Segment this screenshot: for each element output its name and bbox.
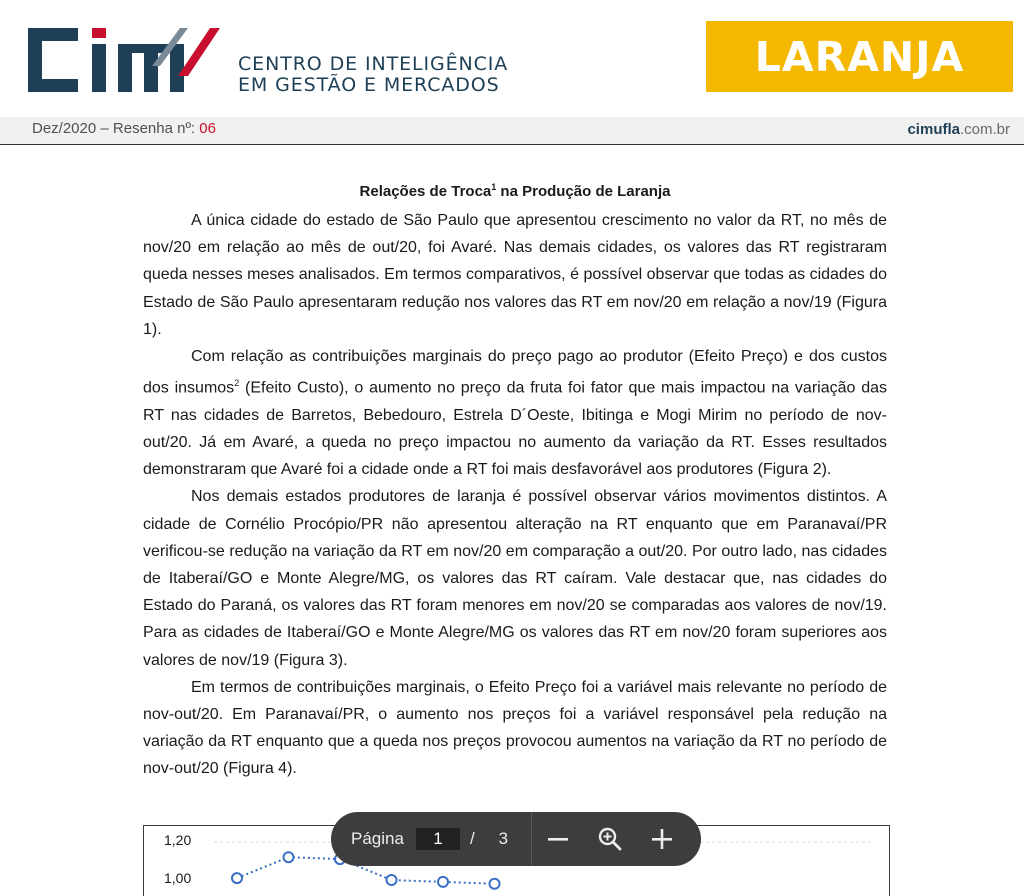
data-point bbox=[438, 877, 448, 887]
product-badge: LARANJA bbox=[706, 21, 1013, 92]
title-text-end: na Produção de Laranja bbox=[496, 183, 671, 200]
data-point bbox=[284, 852, 294, 862]
data-point bbox=[490, 879, 500, 889]
pdf-viewer-toolbar bbox=[331, 812, 701, 866]
y-tick-label: 1,00 bbox=[164, 870, 192, 886]
paragraph-1: A única cidade do estado de São Paulo que apresentou crescimento no valor da RT, no mês de nov/20 em relação ao mês de out/20, foi Avaré. Nas demais cidades, os valores das RT registraram queda nesses meses analisados. Em termos comparativos, é possível observar que todas as cidades do Estado de São Paulo apresentaram redução nos valores das RT em nov/20 em relação a nov/19 (Figura 1). bbox=[143, 212, 887, 338]
zoom-out-button[interactable] bbox=[532, 812, 584, 866]
zoom-in-button[interactable] bbox=[636, 812, 688, 866]
site-brand: cimufla bbox=[907, 121, 960, 138]
data-point bbox=[232, 873, 242, 883]
paragraph-2-start: Com relação as contribuições marginais do preço pago ao produtor (Efeito Preço) e dos custos dos insumos bbox=[143, 348, 887, 397]
paragraph-4: Em termos de contribuições marginais, o Efeito Preço foi a variável mais relevante no período de nov-out/20. Em Paranavaí/PR, o aumento nos preços foi a variável responsável pela redução na variação da RT enquanto que a queda nos preços provocou aumentos na variação da RT no período de nov-out/20 (Figura 4). bbox=[143, 678, 887, 778]
footnote-ref-1: 1 bbox=[491, 182, 497, 192]
report-header bbox=[0, 0, 1024, 118]
edition-label: Dez/2020 – Resenha nº: bbox=[32, 120, 200, 137]
magnifier-icon bbox=[597, 826, 623, 852]
organization-name bbox=[238, 54, 508, 96]
edition-number: 06 bbox=[199, 120, 216, 137]
edition-info bbox=[32, 120, 216, 137]
org-line-1: CENTRO DE INTELIGÊNCIA bbox=[238, 53, 509, 75]
cim-logo bbox=[28, 26, 224, 94]
page-label: Página bbox=[351, 829, 404, 848]
paragraph-3: Nos demais estados produtores de laranja é possível observar vários movimentos distintos. A cidade de Cornélio Procópio/PR não apresentou alteração na RT enquanto que em Paranavaí/PR verificou-se redução na variação da RT em nov/20 em comparação a out/20. Por outro lado, nas cidades de Itaberaí/GO e Monte Alegre/MG, os valores das RT caíram. Vale destacar que, nas cidades do Estado do Paraná, os valores das RT foram menores em nov/20 se comparadas aos valores de nov/19. Para as cidades de Itaberaí/GO e Monte Alegre/MG os valores das RT em nov/20 foram superiores aos valores de nov/19 (Figura 3). bbox=[143, 488, 887, 669]
document-body bbox=[143, 182, 887, 783]
paragraph-2 bbox=[143, 343, 887, 483]
page-number-input[interactable]: 1 bbox=[416, 828, 460, 850]
plus-icon bbox=[651, 828, 673, 850]
paragraph-2-end: (Efeito Custo), o aumento no preço da fruta foi fator que mais impactou na variação das RT nas cidades de Barretos, Bebedouro, Estrela D´Oeste, Ibitinga e Mogi Mirim no período de nov-out/20. Já em Avaré, a queda no preço impactou no aumento da variação da RT. Esses resultados demonstraram que Avaré foi a cidade onde a RT foi mais desfavorável aos produtores (Figura 2). bbox=[143, 379, 887, 479]
page-separator: / bbox=[469, 829, 475, 848]
data-point bbox=[387, 875, 397, 885]
minus-icon bbox=[547, 828, 569, 850]
page-total: 3 bbox=[498, 829, 509, 848]
footnote-ref-2: 2 bbox=[234, 378, 240, 389]
section-title bbox=[143, 182, 887, 200]
site-domain: .com.br bbox=[959, 121, 1010, 138]
zoom-reset-button[interactable] bbox=[584, 812, 636, 866]
edition-bar bbox=[0, 117, 1024, 145]
org-line-2: EM GESTÃO E MERCADOS bbox=[238, 74, 500, 96]
y-tick-label: 1,20 bbox=[164, 832, 192, 848]
title-text-start: Relações de Troca bbox=[359, 183, 492, 200]
website-link[interactable] bbox=[907, 121, 1010, 138]
